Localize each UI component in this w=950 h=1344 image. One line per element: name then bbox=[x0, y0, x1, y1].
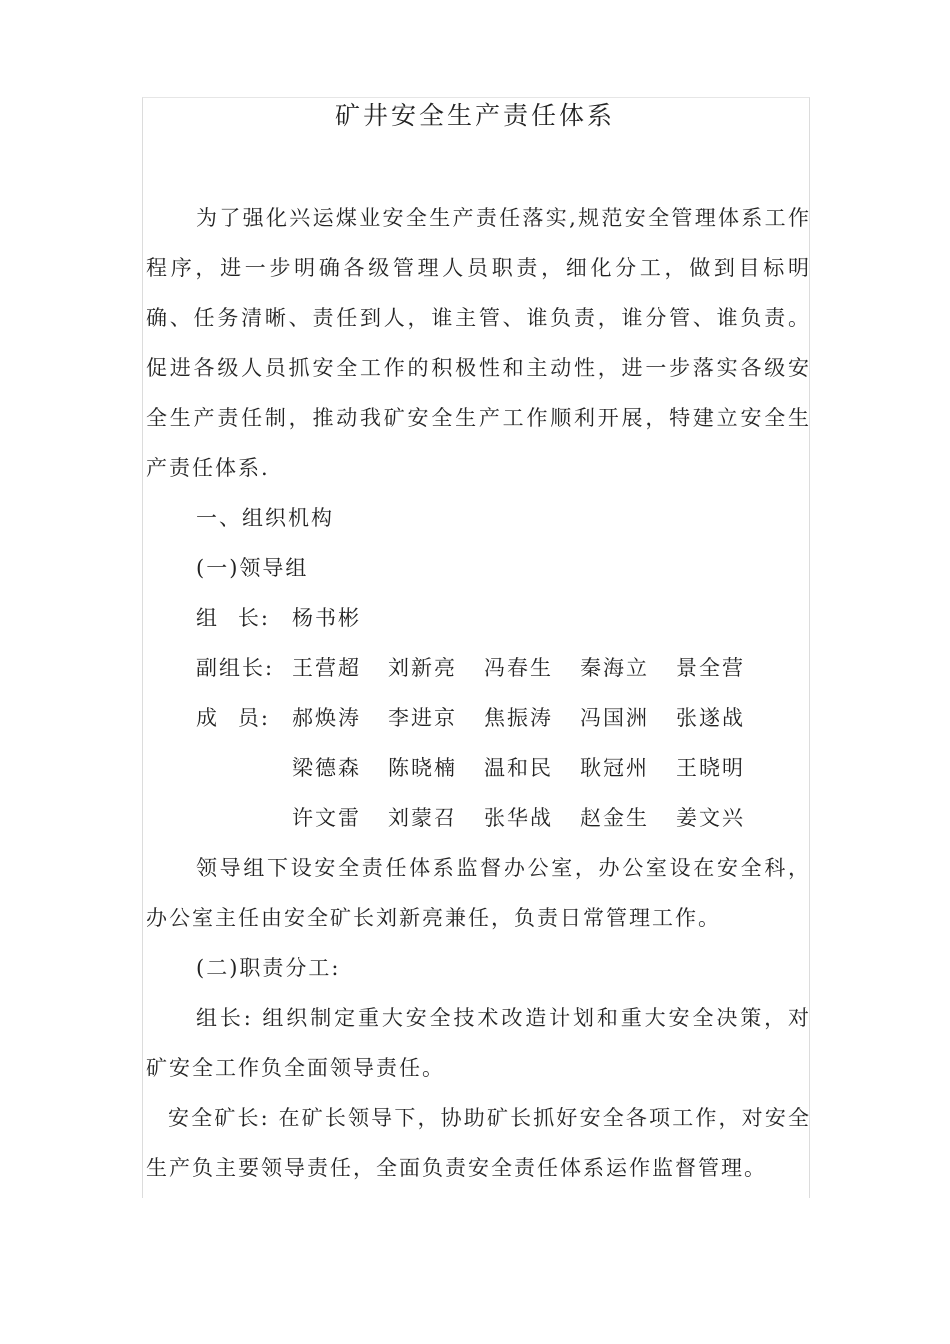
leader-label-part-a: 组 bbox=[196, 606, 219, 630]
member-name: 梁德森 bbox=[292, 756, 361, 780]
members-row-3 bbox=[146, 793, 811, 843]
member-names bbox=[292, 743, 772, 793]
deputy-name: 秦海立 bbox=[580, 656, 649, 680]
deputy-name: 刘新亮 bbox=[388, 656, 457, 680]
member-name: 张华战 bbox=[484, 806, 553, 830]
members-label-part-a: 成 bbox=[196, 706, 219, 730]
office-note-paragraph: 领导组下设安全责任体系监督办公室，办公室设在安全科，办公室主任由安全矿长刘新亮兼任，负责日常管理工作。 bbox=[146, 856, 811, 930]
member-name: 赵金生 bbox=[580, 806, 649, 830]
member-name: 郝焕涛 bbox=[292, 706, 361, 730]
leader-row bbox=[146, 593, 811, 643]
member-name: 刘蒙召 bbox=[388, 806, 457, 830]
document-body bbox=[146, 193, 811, 1193]
document-title: 矿井安全生产责任体系 bbox=[334, 101, 615, 130]
member-name: 陈晓楠 bbox=[388, 756, 457, 780]
member-name: 姜文兴 bbox=[676, 806, 745, 830]
subsection-leadership-group: (一)领导组 bbox=[196, 556, 309, 580]
leader-name: 杨书彬 bbox=[292, 606, 361, 630]
intro-paragraph: 为了强化兴运煤业安全生产责任落实,规范安全管理体系工作程序，进一步明确各级管理人员职责，细化分工，做到目标明确、任务清晰、责任到人，谁主管、谁负责，谁分管、谁负责。促进各级人员抓安全工作的积极性和主动性，进一步落实各级安全生产责任制，推动我矿安全生产工作顺利开展，特建立安全生产责任体系. bbox=[146, 206, 811, 480]
section-heading-organization: 一、组织机构 bbox=[196, 506, 334, 530]
duty-safety-mine-head-paragraph: 安全矿长: 在矿长领导下，协助矿长抓好安全各项工作，对安全生产负主要领导责任，全面负责安全责任体系运作监督管理。 bbox=[146, 1106, 811, 1180]
member-names bbox=[292, 693, 772, 743]
leader-label bbox=[196, 593, 292, 643]
member-name: 王晓明 bbox=[676, 756, 745, 780]
members-label bbox=[196, 693, 292, 743]
leader-label-part-b: 长: bbox=[237, 606, 270, 630]
member-name: 许文雷 bbox=[292, 806, 361, 830]
member-name: 焦振涛 bbox=[484, 706, 553, 730]
member-name: 李进京 bbox=[388, 706, 457, 730]
members-label-part-b: 员: bbox=[237, 706, 270, 730]
member-name: 温和民 bbox=[484, 756, 553, 780]
member-name: 耿冠州 bbox=[580, 756, 649, 780]
member-name: 冯国洲 bbox=[580, 706, 649, 730]
deputy-name: 景全营 bbox=[676, 656, 745, 680]
deputy-name: 王营超 bbox=[292, 656, 361, 680]
deputy-row bbox=[146, 643, 811, 693]
deputy-label: 副组长: bbox=[196, 656, 275, 680]
member-names bbox=[292, 793, 772, 843]
subsection-duty-division: (二)职责分工: bbox=[196, 956, 341, 980]
members-row-2 bbox=[146, 743, 811, 793]
members-row-1 bbox=[146, 693, 811, 743]
deputy-names bbox=[292, 643, 772, 693]
duty-leader-paragraph: 组长: 组织制定重大安全技术改造计划和重大安全决策，对矿安全工作负全面领导责任。 bbox=[146, 1006, 811, 1080]
deputy-name: 冯春生 bbox=[484, 656, 553, 680]
member-name: 张遂战 bbox=[676, 706, 745, 730]
